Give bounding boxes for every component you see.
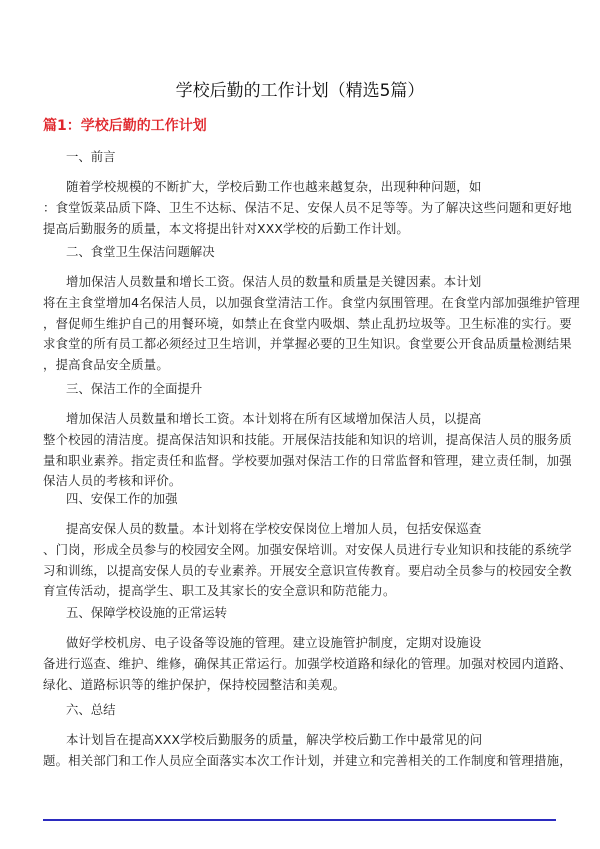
section — [43, 147, 572, 239]
paragraph-line: 育宣传活动，提高学生、职工及其家长的安全意识和防范能力。 — [43, 583, 396, 599]
paragraph-line: ，提高食品安全质量。 — [43, 357, 169, 373]
section-paragraph — [43, 409, 572, 492]
section-paragraph — [43, 633, 572, 695]
section-paragraph — [43, 177, 572, 239]
paragraph-line: 习和训练，以提高安保人员的专业素养。开展安全意识宣传教育。要启动全员参与的校园安全教 — [43, 562, 572, 578]
paragraph-line: 题。相关部门和工作人员应全面落实本次工作计划，并建立和完善相关的工作制度和管理措施， — [43, 752, 572, 768]
paragraph-line: 本计划旨在提高XXX学校后勤服务的质量，解决学校后勤工作中最常见的问 — [66, 732, 483, 747]
paragraph-line: 增加保洁人员数量和增长工资。本计划将在所有区域增加保洁人员，以提高 — [66, 411, 482, 426]
section — [43, 603, 572, 695]
document-title: 学校后勤的工作计划（精选5篇） — [175, 81, 425, 101]
section-paragraph — [43, 272, 580, 376]
section-heading: 六、总结 — [66, 702, 116, 717]
article-heading: 篇1：学校后勤的工作计划 — [43, 118, 207, 134]
paragraph-line: ：食堂饭菜品质下降、卫生不达标、保洁不足、安保人员不足等等。为了解决这些问题和更好地 — [43, 199, 572, 215]
section — [43, 489, 572, 602]
paragraph-line: 整个校园的清洁度。提高保洁知识和技能。开展保洁技能和知识的培训，提高保洁人员的服务质 — [43, 431, 572, 447]
paragraph-line: 提高后勤服务的质量，本文将提出针对XXX学校的后勤工作计划。 — [43, 220, 410, 236]
section-heading: 二、食堂卫生保洁问题解决 — [66, 244, 215, 259]
section — [43, 379, 572, 492]
section — [43, 242, 580, 376]
section-heading: 一、前言 — [66, 149, 116, 164]
paragraph-line: 将在主食堂增加4名保洁人员，以加强食堂清洁工作。食堂内氛围管理。在食堂内部加强维护管理 — [43, 294, 580, 310]
paragraph-line: 随着学校规模的不断扩大，学校后勤工作也越来越复杂，出现种种问题，如 — [66, 179, 482, 194]
paragraph-line: 绿化、道路标识等的维护保护，保持校园整洁和美观。 — [43, 676, 346, 692]
paragraph-line: ，督促师生维护自己的用餐环境，如禁止在食堂内吸烟、禁止乱扔垃圾等。卫生标准的实行。要 — [43, 315, 572, 331]
paragraph-line: 保洁人员的考核和评价。 — [43, 473, 182, 489]
footer-divider — [43, 819, 556, 821]
paragraph-line: 、门岗，形成全员参与的校园安全网。加强安保培训。对安保人员进行专业知识和技能的系统学 — [43, 541, 572, 557]
paragraph-line: 求食堂的所有员工都必须经过卫生培训，并掌握必要的卫生知识。食堂要公开食品质量检测结果 — [43, 336, 572, 352]
section-heading: 四、安保工作的加强 — [66, 491, 178, 506]
section-paragraph — [43, 519, 572, 602]
section — [43, 700, 572, 772]
paragraph-line: 提高安保人员的数量。本计划将在学校安保岗位上增加人员，包括安保巡查 — [66, 521, 482, 536]
section-heading: 五、保障学校设施的正常运转 — [66, 605, 228, 620]
paragraph-line: 增加保洁人员数量和增长工资。保洁人员的数量和质量是关键因素。本计划 — [66, 274, 482, 289]
paragraph-line: 量和职业素养。指定责任和监督。学校要加强对保洁工作的日常监督和管理，建立责任制，加强 — [43, 452, 572, 468]
paragraph-line: 做好学校机房、电子设备等设施的管理。建立设施管护制度，定期对设施设 — [66, 635, 482, 650]
section-heading: 三、保洁工作的全面提升 — [66, 381, 203, 396]
section-paragraph — [43, 730, 572, 772]
paragraph-line: 备进行巡查、维护、维修，确保其正常运行。加强学校道路和绿化的管理。加强对校园内道路、 — [43, 655, 572, 671]
